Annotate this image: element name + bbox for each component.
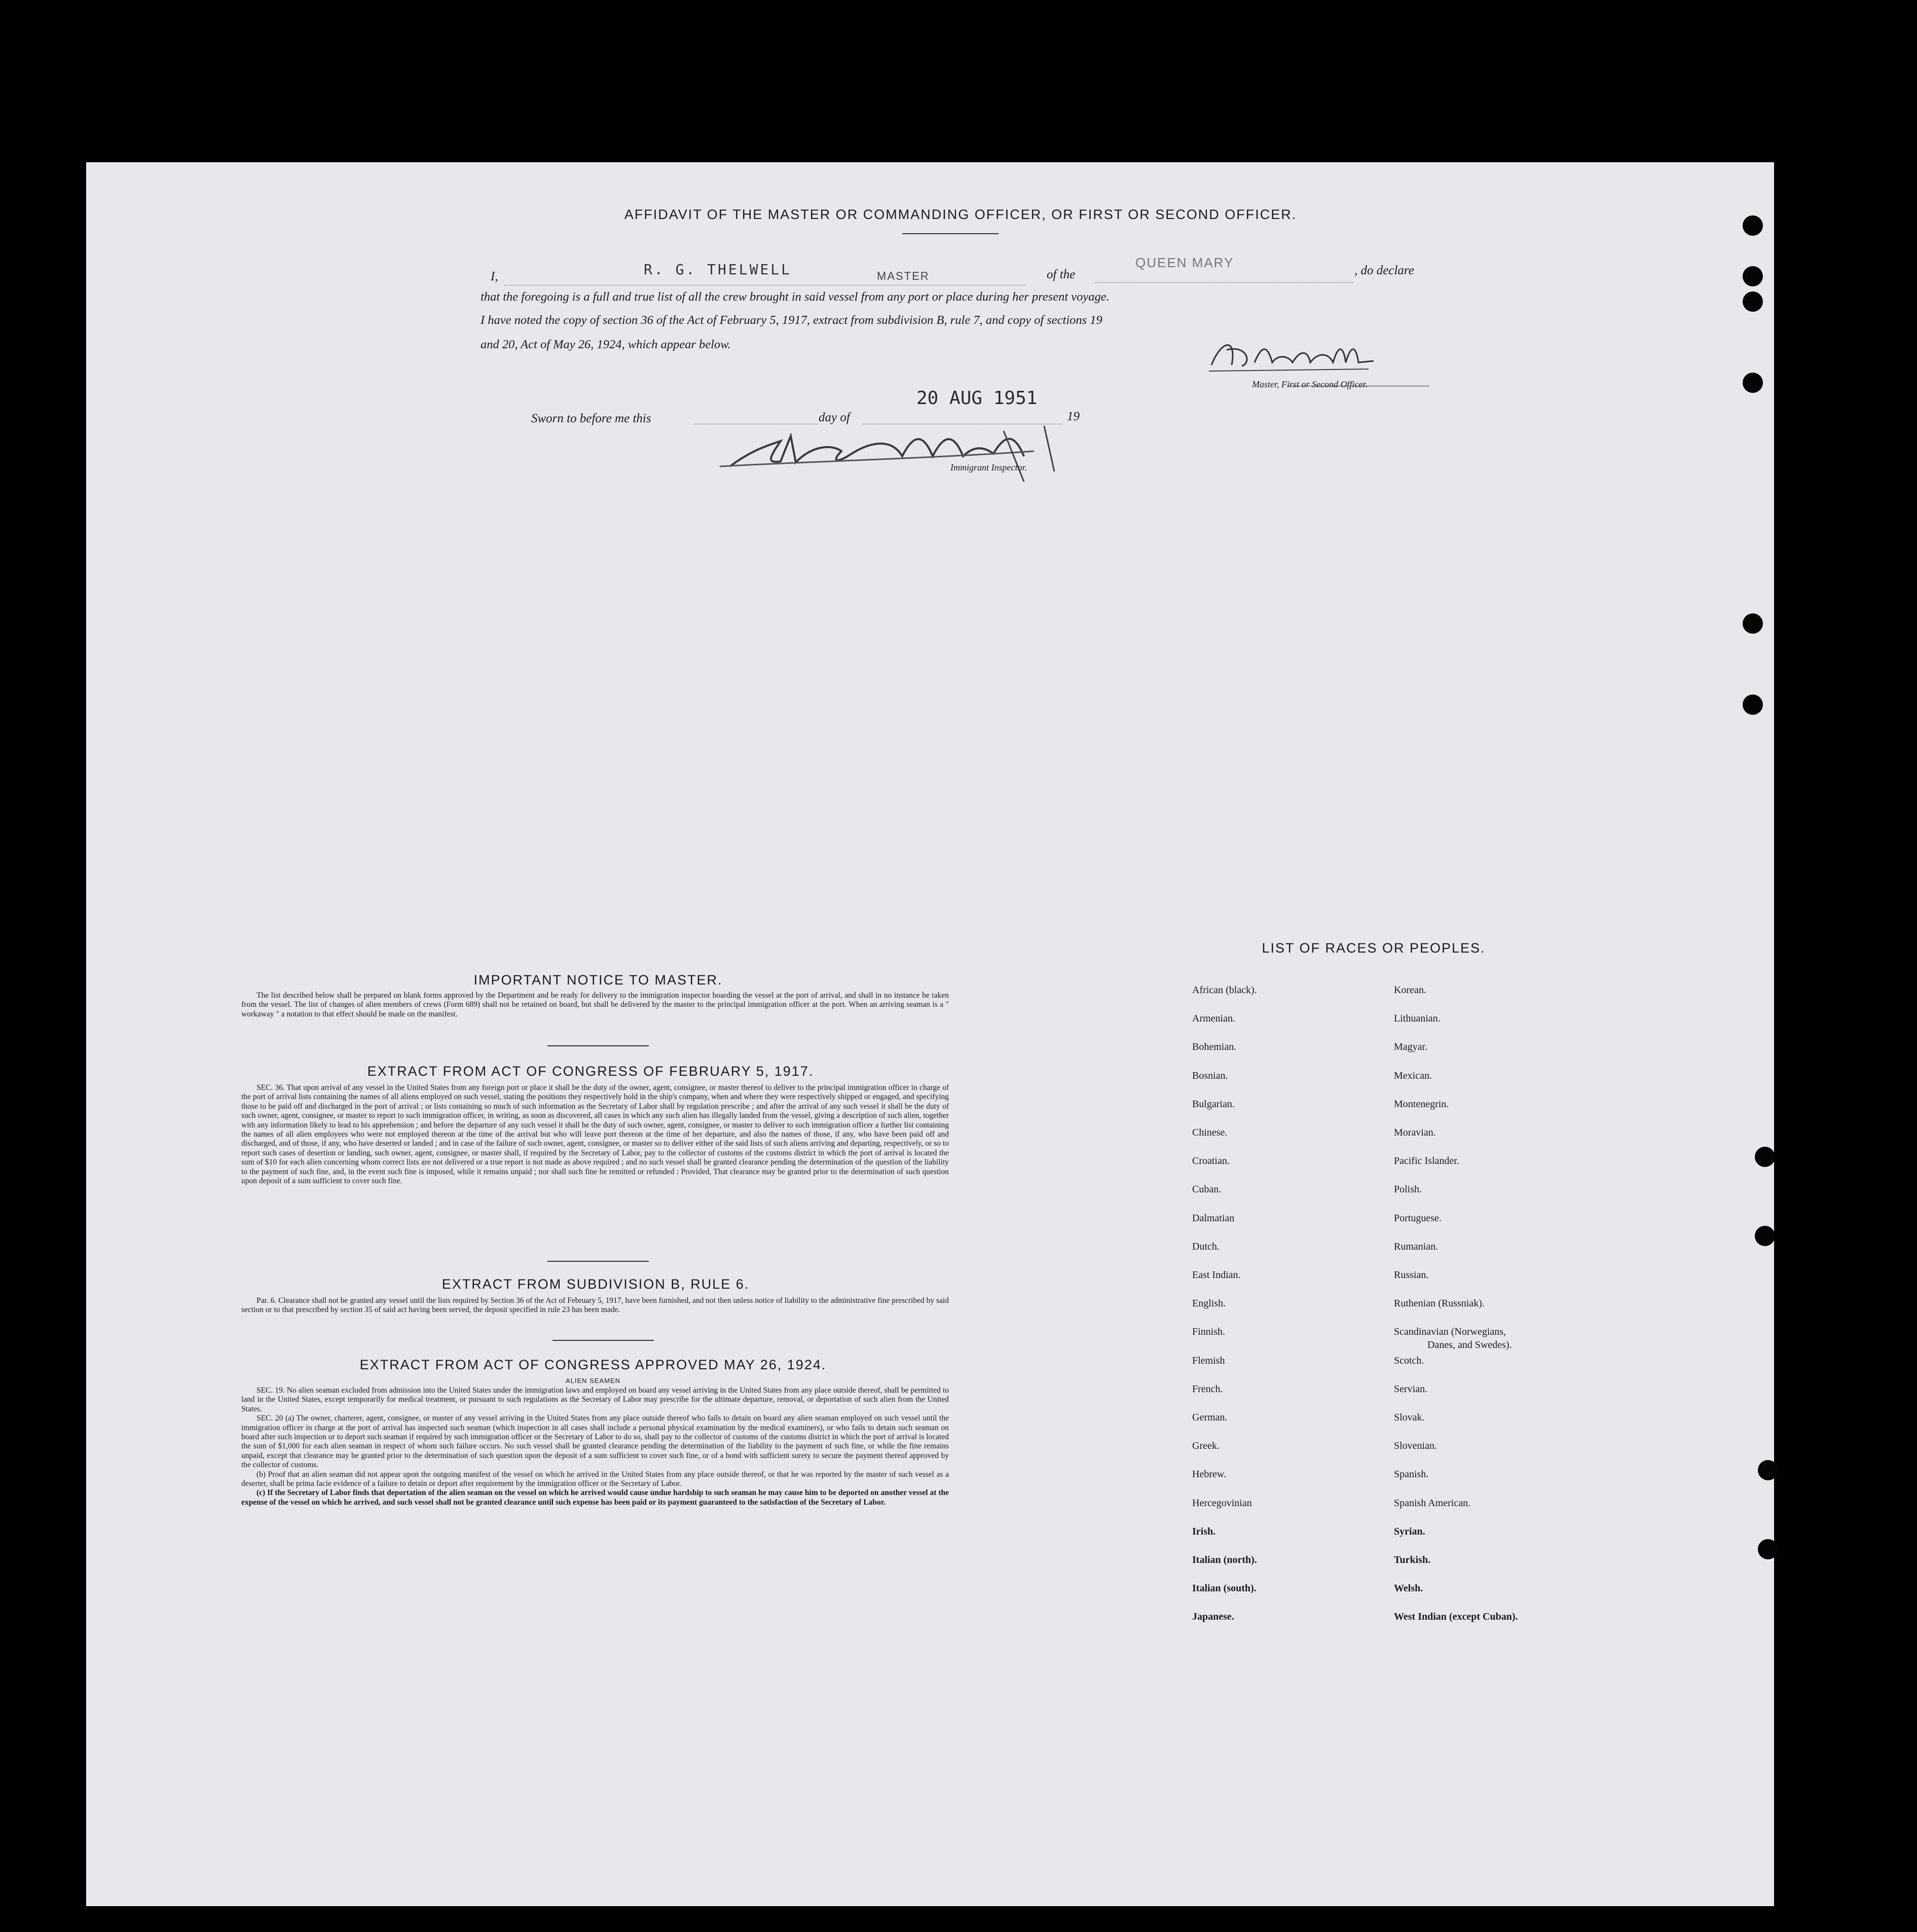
race-item: Hercegovinian: [1192, 1497, 1252, 1509]
race-item: Russian.: [1394, 1269, 1429, 1281]
punch-hole: [1758, 1539, 1778, 1559]
race-item: Lithuanian.: [1394, 1013, 1441, 1025]
punch-hole: [1743, 215, 1763, 236]
race-item: Scandinavian (Norwegians,: [1394, 1326, 1506, 1338]
race-item: Korean.: [1394, 985, 1426, 996]
race-item: Servian.: [1394, 1383, 1428, 1395]
subdivision-divider: [552, 1340, 654, 1341]
sec-20c-paragraph: (c) If the Secretary of Labor finds that deportation of the alien seaman on the vessel on which he arrived would cause undue hardship to such seaman he may cause him to be deported on another vessel at the expense of the vessel on which he arrived, and such vessel shall not be granted clearance until such expense has been paid or its payment guaranteed to the satisfaction of the Secretary of Labor.: [241, 1488, 949, 1507]
race-item: Chinese.: [1192, 1127, 1228, 1138]
act-1917-heading: EXTRACT FROM ACT OF CONGRESS OF FEBRUARY 5, 1917.: [367, 1064, 814, 1079]
race-item: Ruthenian (Russniak).: [1394, 1298, 1485, 1309]
act-1924-heading: EXTRACT FROM ACT OF CONGRESS APPROVED MAY 26, 1924.: [359, 1357, 827, 1372]
race-item: Slovenian.: [1394, 1440, 1437, 1452]
act-1924-text: [241, 1386, 949, 1507]
sec-19-paragraph: SEC. 19. No alien seaman excluded from admission into the United States under the immigration laws and employed on board any vessel arriving in the United States from any place outside thereof, shall be permitted to land in the United States, except temporarily for medical treatment, or pursuant to such regulations as the Secretary of Labor may prescribe for the ultimate departure, removal, or deportation of such alien from the United States.: [241, 1386, 949, 1413]
subdivision-heading: EXTRACT FROM SUBDIVISION B, RULE 6.: [441, 1277, 750, 1292]
notice-paragraph: The list described below shall be prepared on blank forms approved by the Department and be ready for delivery to the immigration inspector boarding the vessel at the port of arrival, and shall in no instance be taken from the vessel. The list of changes of alien members of crews (Form 689) shall not be retained on board, but shall be delivered by the master to the principal immigration officer at the port. When an arriving seaman is a " workaway " a notation to that effect should be made on the manifest.: [241, 991, 949, 1018]
race-item: Croatian.: [1192, 1155, 1230, 1167]
vessel-line: [1095, 282, 1353, 283]
race-item: Syrian.: [1394, 1525, 1425, 1537]
race-item: Dalmatian: [1192, 1212, 1235, 1224]
race-right-continuation: Danes, and Swedes).: [1427, 1339, 1512, 1351]
heading-divider: [902, 233, 999, 234]
vessel-name: QUEEN MARY: [1135, 255, 1234, 270]
race-item: Cuban.: [1192, 1184, 1222, 1195]
alien-seamen-subheading: ALIEN SEAMEN: [565, 1377, 621, 1384]
notice-heading: IMPORTANT NOTICE TO MASTER.: [473, 972, 723, 988]
race-item: Portuguese.: [1394, 1212, 1442, 1224]
subdivision-text: [241, 1296, 949, 1315]
race-item: East Indian.: [1192, 1269, 1241, 1281]
master-signature-caption: Master, First or Second Officer.: [1252, 379, 1368, 389]
race-item: Dutch.: [1192, 1241, 1220, 1252]
affidavit-line-4: and 20, Act of May 26, 1924, which appear below.: [481, 338, 731, 351]
punch-hole: [1743, 373, 1763, 393]
master-signature: [1206, 335, 1389, 378]
race-item: Pacific Islander.: [1394, 1155, 1459, 1167]
race-item: Finnish.: [1192, 1326, 1226, 1338]
race-item: Bosnian.: [1192, 1070, 1228, 1081]
act-1917-divider: [547, 1261, 649, 1262]
do-declare-label: , do declare: [1354, 264, 1414, 277]
i-label: I,: [491, 270, 498, 283]
affidavit-line-3: I have noted the copy of section 36 of the Act of February 5, 1917, extract from subdivision B, rule 7, and copy of sections 19: [481, 313, 1102, 327]
punch-hole: [1743, 291, 1763, 312]
race-item: Montenegrin.: [1394, 1098, 1449, 1110]
punch-hole: [1758, 1460, 1778, 1480]
race-item: Italian (north).: [1192, 1554, 1257, 1565]
punch-hole: [1755, 1226, 1775, 1246]
race-item: Welsh.: [1394, 1583, 1423, 1594]
race-item: Greek.: [1192, 1440, 1220, 1452]
inspector-caption: Immigrant Inspector.: [950, 462, 1027, 472]
punch-hole: [1743, 266, 1763, 286]
punch-hole: [1743, 695, 1763, 715]
race-item: Turkish.: [1394, 1554, 1431, 1565]
race-item: Italian (south).: [1192, 1583, 1257, 1594]
officer-name: R. G. THELWELL: [644, 261, 792, 278]
punch-hole: [1755, 1147, 1775, 1167]
affidavit-heading: AFFIDAVIT OF THE MASTER OR COMMANDING OFFICER, OR FIRST OR SECOND OFFICER.: [624, 207, 1297, 222]
year-prefix: 19: [1067, 410, 1080, 423]
race-item: Slovak.: [1394, 1412, 1425, 1423]
race-item: West Indian (except Cuban).: [1394, 1611, 1518, 1623]
race-item: English.: [1192, 1298, 1226, 1309]
races-heading: LIST OF RACES OR PEOPLES.: [1262, 940, 1486, 956]
race-item: Polish.: [1394, 1184, 1422, 1195]
notice-text: [241, 991, 949, 1019]
race-item: Rumanian.: [1394, 1241, 1439, 1252]
inspector-signature: [720, 416, 1105, 489]
race-item: Irish.: [1192, 1525, 1216, 1537]
race-item: German.: [1192, 1412, 1228, 1423]
race-item: Magyar.: [1394, 1041, 1428, 1053]
race-item: Flemish: [1192, 1355, 1225, 1366]
race-item: Japanese.: [1192, 1611, 1234, 1623]
of-the-label: of the: [1047, 268, 1076, 281]
sec-20a-paragraph: SEC. 20 (a) The owner, charterer, agent, consignee, or master of any vessel arriving in the United States from any place outside thereof who fails to detain on board any alien seaman employed on such vessel until the immigration officer in charge at the port of arrival has inspected such seaman (which inspection in all cases shall include a personal physical examination by the medical examiners), or who fails to detain such seaman on board after such inspection or to deport such seaman if required by such immigration officer or the Secretary of Labor to do so, shall pay to the collector of customs of the customs district in which the port of arrival is located the sum of $1,000 for each alien seaman in respect of whom such failure occurs. No such vessel shall be granted clearance pending the determination of the liability to the payment of such fine, or while the fine remains unpaid, except that clearance may be granted prior to the determination of such question upon the deposit of a sum sufficient to cover such fine, or of a bond with sufficient surety to secure the payment thereof approved by the collector of customs.: [241, 1414, 949, 1470]
rank-value: MASTER: [877, 270, 930, 282]
race-item: African (black).: [1192, 985, 1257, 996]
day-of-label: day of: [819, 411, 850, 424]
race-item: Spanish.: [1394, 1469, 1429, 1480]
race-item: Armenian.: [1192, 1013, 1235, 1025]
race-item: Scotch.: [1394, 1355, 1424, 1366]
date-stamp: 20 AUG 1951: [916, 388, 1038, 409]
race-item: Bulgarian.: [1192, 1098, 1235, 1110]
race-item: Hebrew.: [1192, 1469, 1227, 1480]
act-1917-paragraph: SEC. 36. That upon arrival of any vessel in the United States from any foreign port or place it shall be the duty of the owner, agent, consignee, or master thereof to deliver to the principal immigration officer in charge of the port of arrival lists containing the names of all aliens employed on such vessel, stating the positions they respectively hold in the ship's company, when and where they were respectively shipped or engaged, and specifying those to be paid off and discharged in the port of arrival ; or lists containing so much of such information as the Secretary of Labor shall by regulation prescribe ; and after the arrival of any such vessel it shall be the duty of such owner, agent, consignee, or master to report to such immigration officer, in writing, as soon as discovered, all cases in which any such alien has illegally landed from the vessel, giving a description of such alien, together with any information likely to lead to his apprehension ; and before the departure of any such vessel it shall be the duty of such owner, agent, consignee, or master to deliver to such immigration officer a further list containing the names of all alien employees who were not employed thereon at the time of the arrival but who will leave port thereon at the time of her departure, and also the names of those, if any, who have been paid off and discharged, and of those, if any, who have deserted or landed ; and in case of the failure of such owner, agent, consignee, or master so to deliver either of the said lists of such aliens arriving and departing, respectively, or so to report such cases of desertion or landing, such owner, agent, consignee, or master shall, if required by the Secretary of Labor, pay to the collector of customs of the customs district in which the port of arrival is located the sum of $10 for each alien concerning whom correct lists are not delivered or a true report is not made as above required ; and no such vessel shall be granted clearance pending the determination of the question of the liability to the payment of such fine, and, in the event such fine is imposed, while it remains unpaid ; nor shall such fine be remitted or refunded : Provided, That clearance may be granted prior to the determination of such question upon deposit of a sum sufficient to cover such fine.: [241, 1083, 949, 1186]
race-item: Bohemian.: [1192, 1041, 1237, 1053]
sec-20b-paragraph: (b) Proof that an alien seaman did not appear upon the outgoing manifest of the vessel on which he arrived in the United States from any place outside thereof, or that he was reported by the master of such vessel as a deserter, shall be prima facie evidence of a failure to detain or deport after requirement by the immigration officer or the Secretary of Labor.: [241, 1470, 949, 1488]
race-item: Mexican.: [1394, 1070, 1432, 1081]
notice-divider: [547, 1045, 649, 1046]
act-1917-text: [241, 1083, 949, 1186]
race-item: Moravian.: [1394, 1127, 1436, 1138]
race-item: French.: [1192, 1383, 1223, 1395]
race-item: Spanish American.: [1394, 1497, 1471, 1509]
subdivision-paragraph: Par. 6. Clearance shall not be granted any vessel until the lists required by Section 36 of the Act of February 5, 1917, have been furnished, and not then unless notice of liability to the administrative fine prescribed by said section or to that prescribed by section 35 of said act having been served, the deposit specified in rule 23 has been made.: [241, 1296, 949, 1315]
punch-hole: [1743, 613, 1763, 634]
sworn-label: Sworn to before me this: [531, 412, 651, 425]
affidavit-line-2: that the foregoing is a full and true list of all the crew brought in said vessel from any port or place during her present voyage.: [481, 290, 1110, 304]
